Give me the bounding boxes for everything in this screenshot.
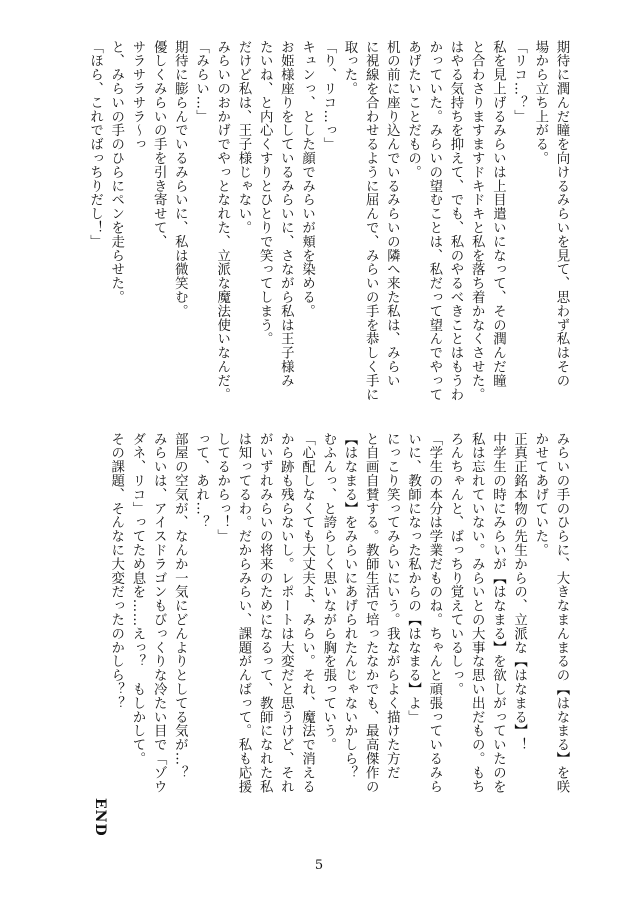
text-line: かせてあげていた。 [532,432,548,558]
text-line: 取った。 [341,40,357,96]
text-line: から跡も残らないし。レポートは大変だと思うけど、それ [278,432,294,794]
text-line: だけど私は、王子様じゃない。 [235,40,251,235]
text-line: 場から立ち上がる。 [532,40,548,166]
text-line: 「心配しなくても大丈夫よ、みらい。それ、魔法で消える [299,432,315,794]
text-line: 「リコ…？」 [511,40,527,124]
text-line: と自画自賛する。教師生活で培ったなかでも、最高傑作の [363,432,379,794]
text-line: と、みらいの手のひらにペンを走らせた。 [108,40,124,305]
text-line: に視線を合わせるように屈んで、みらいの手を恭しく手に [363,40,379,402]
text-line: 「みらい…」 [193,40,209,124]
text-line: ダネ、リコ」ってため息を……えっ？ もしかして。 [129,432,145,766]
text-line: 中学生の時にみらいが【はなまる】を欲しがっていたのを [490,432,506,794]
text-line: がいずれみらいの将来のためになるって、教師になれた私 [257,432,273,794]
text-line: 「ほら、これでばっちりだし！」 [87,40,103,249]
text-line: ろんちゃんと、ばっちり覚えているしっ。 [447,432,463,697]
bottom-text-block [52,432,572,844]
text-line: みらいは、アイスドラゴンもびっくりな冷たい目で「ゾウ [151,432,167,794]
text-line: 「り、リコ…っ」 [320,40,336,152]
text-line: と合わさりますますドキドキと私を落ち着かなくさせた。 [469,40,485,402]
text-line: 期待に潤んだ瞳を向けるみらいを見て、思わず私はその [554,40,569,388]
text-line: あげたいことだもの。 [405,40,421,179]
text-line: 机の前に座り込んでいるみらいの隣へ来た私は、みらい [384,40,400,388]
text-line: って、あれ…？ [193,432,209,530]
text-line: にっこり笑ってみらいにいう。我ながらよく描けた方だ [384,432,400,780]
top-text-block [52,40,572,405]
text-line: サラサラサラ～っ [129,40,145,152]
text-line: は知ってるわ。だからみらい、課題がんばって。私も応援 [235,432,251,794]
text-line: お姫様座りをしているみらいに、さながら私は王子様み [278,40,294,388]
end-mark: END [92,798,108,837]
text-line: みらいのおかげでやっとなれた、立派な魔法使いなんだ。 [214,40,230,402]
text-line: キュンっ、とした顔でみらいが頬を染める。 [299,40,315,318]
text-line: 私は忘れていない。みらいとの大事な思い出だもの。もち [469,432,485,794]
text-line: 私を見上げるみらいは上目遣いになって、その潤んだ瞳 [490,40,506,388]
text-line: 正真正銘本物の先生からの、立派な【はなまる】！ [511,432,527,752]
text-line: その課題、そんなに大変だったのかしら？？ [108,432,124,710]
text-line: むふんっ、と誇らしく思いながら胸を張っていう。 [320,432,336,752]
text-line: みらいの手のひらに、大きなまんまるの【はなまる】を咲 [554,432,569,794]
text-line: 【はなまる】をみらいにあげられたんじゃないかしら？ [341,432,357,780]
text-line: かっていた。みらいの望むことは、私だって望んでやって [426,40,442,402]
page-number: 5 [314,858,324,873]
text-line: 部屋の空気が、なんか一気にどんよりとしてる気が…？ [172,432,188,780]
text-line: してるからっ！」 [214,432,230,544]
text-line: 期待に膨らんでいるみらいに、私は微笑む。 [172,40,188,318]
text-line: 優しくみらいの手を引き寄せて、 [151,40,167,249]
text-line: いに、教師になった私からの【はなまる】よ」 [405,432,421,724]
text-line: 「学生の本分は学業だものね。ちゃんと頑張っているみら [426,432,442,794]
text-line: はやる気持ちを抑えて、でも、私のやるべきことはもうわ [447,40,463,402]
text-line: たいね、と内心くすりとひとりで笑ってしまう。 [257,40,273,346]
